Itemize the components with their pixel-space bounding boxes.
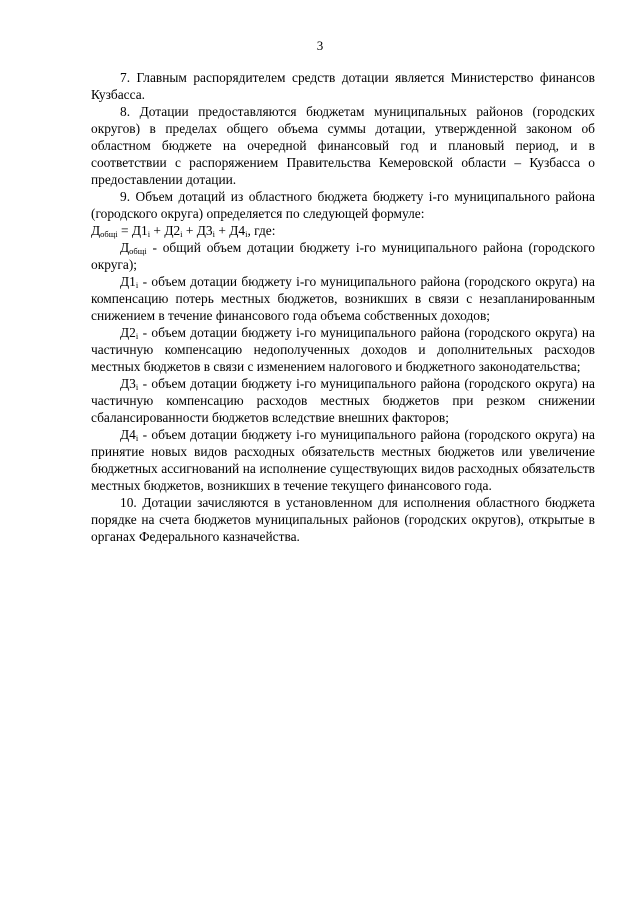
definition-subscript: общi bbox=[129, 246, 147, 256]
definition-text: - общий объем дотации бюджету i-го муниципального района (городского округа); bbox=[91, 240, 595, 272]
definition-subscript: i bbox=[135, 433, 139, 443]
formula-term-2-subscript: i bbox=[180, 229, 183, 239]
paragraph-7: 7. Главным распорядителем средств дотации является Министерство финансов Кузбасса. bbox=[91, 70, 595, 102]
paragraph-9: 9. Объем дотаций из областного бюджета бюджету i-го муниципального района (городского округа) определяется по следующей формуле: bbox=[91, 189, 595, 221]
formula-term-3: + Д3 bbox=[182, 223, 213, 238]
definition-d2 bbox=[91, 324, 595, 375]
definition-symbol: Д1 bbox=[120, 274, 136, 289]
formula-term-1: = Д1 bbox=[117, 223, 148, 238]
formula-term-4-subscript: i bbox=[245, 229, 248, 239]
definition-symbol: Д4 bbox=[120, 427, 136, 442]
definition-text: - объем дотации бюджету i-го муниципального района (городского округа) на частичную компенсацию недополученных доходов и дополнительных расходов местных бюджетов в связи с изменением налогового и бюджетного законодательства; bbox=[91, 325, 595, 374]
definition-symbol: Д bbox=[120, 240, 130, 255]
formula bbox=[91, 222, 595, 239]
definition-d3 bbox=[91, 375, 595, 426]
formula-term-2: + Д2 bbox=[150, 223, 181, 238]
paragraph-10: 10. Дотации зачисляются в установленном для исполнения областного бюджета порядке на счета бюджетов муниципальных районов (городских округов), открытые в органах Федерального казначейства. bbox=[91, 495, 595, 544]
definition-text: - объем дотации бюджету i-го муниципального района (городского округа) на частичную компенсацию расходов местных бюджетов при резком снижении сбалансированности бюджетов вследствие внешних факторов; bbox=[91, 376, 595, 425]
definition-text: - объем дотации бюджету i-го муниципального района (городского округа) на компенсацию потерь местных бюджетов, возникших в связи с незапланированным снижением в течение финансового года объема собственных доходов; bbox=[91, 274, 595, 323]
formula-term-4: + Д4 bbox=[214, 223, 246, 238]
document-body bbox=[91, 69, 595, 545]
definition-subscript: i bbox=[135, 382, 139, 392]
page-number: 3 bbox=[316, 38, 324, 53]
definition-total bbox=[91, 239, 595, 273]
definition-symbol: Д2 bbox=[120, 325, 136, 340]
definition-d4 bbox=[91, 426, 595, 494]
formula-lhs-subscript: общi bbox=[100, 229, 118, 239]
formula-tail: , где: bbox=[247, 223, 276, 238]
paragraph-8: 8. Дотации предоставляются бюджетам муниципальных районов (городских округов) в пределах общего объема суммы дотации, утвержденной законом об областном бюджете на очередной финансовый год и плановый период, и в соответствии с распоряжением Правительства Кемеровской области – Кузбасса о предоставлении дотации. bbox=[91, 104, 595, 187]
formula-term-1-subscript: i bbox=[147, 229, 151, 239]
definition-subscript: i bbox=[135, 331, 139, 341]
definition-d1 bbox=[91, 273, 595, 324]
formula-term-3-subscript: i bbox=[212, 229, 215, 239]
definition-symbol: Д3 bbox=[120, 376, 136, 391]
definition-text: - объем дотации бюджету i-го муниципального района (городского округа) на принятие новых видов расходных обязательств местных бюджетов или увеличение бюджетных ассигнований на исполнение существующих видов расходных обязательств местных бюджетов, возникших в течение текущего финансового года. bbox=[91, 427, 595, 493]
formula-lhs: Д bbox=[91, 223, 101, 238]
definition-subscript: i bbox=[135, 280, 139, 290]
